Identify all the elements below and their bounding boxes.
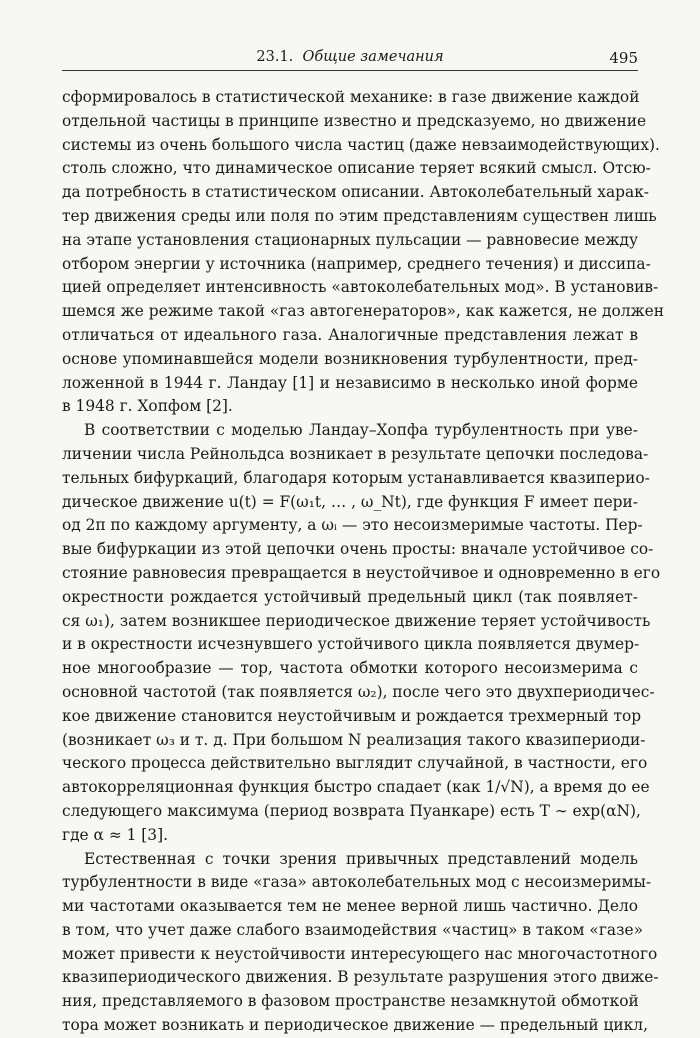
text-line: автокорреляционная функция быстро спадает (как 1/√N), а время до ее <box>62 778 650 797</box>
paragraph-3 <box>62 848 659 1038</box>
text-line: дическое движение u(t) = F(ω₁t, … , ω_Nt), где функция F имеет пери- <box>62 492 638 511</box>
text-line: столь сложно, что динамическое описание теряет всякий смысл. Отсю- <box>62 159 651 178</box>
page-body <box>62 86 665 1038</box>
text-line: в 1948 г. Хопфом [2]. <box>62 397 233 416</box>
text-line: квазипериодического движения. В результате разрушения этого движе- <box>62 968 659 987</box>
text-line: отбором энергии у источника (например, среднего течения) и диссипа- <box>62 254 651 273</box>
text-line: на этапе установления стационарных пульсации — равновесие между <box>62 230 639 249</box>
text-line: личении числа Рейнольдса возникает в результате цепочки последова- <box>62 444 649 463</box>
text-line: следующего максимума (период возврата Пуанкаре) есть T ∼ exp(αN), <box>62 801 641 820</box>
text-line: В соответствии с моделью Ландау–Хопфа турбулентность при уве- <box>84 421 638 440</box>
text-line: и в окрестности исчезнувшего устойчивого цикла появляется двумер- <box>62 635 640 654</box>
page-number: 495 <box>609 49 638 67</box>
text-line: окрестности рождается устойчивый предельный цикл (так появляет- <box>62 587 638 606</box>
text-line: вые бифуркации из этой цепочки очень просты: вначале устойчивое со- <box>62 540 654 559</box>
text-line: ми частотами оказывается тем не менее верной лишь частично. Дело <box>62 897 638 916</box>
text-line: цией определяет интенсивность «автоколебательных мод». В установив- <box>62 278 659 297</box>
text-line: тельных бифуркаций, благодаря которым устанавливается квазиперио- <box>62 468 650 487</box>
text-line: кое движение становится неустойчивым и рождается трехмерный тор <box>62 706 642 725</box>
text-line: ложенной в 1944 г. Ландау [1] и независимо в несколько иной форме <box>62 373 638 392</box>
text-line: (возникает ω₃ и т. д. При большом N реализация такого квазипериоди- <box>62 730 646 749</box>
text-line: сформировалось в статистической механике: в газе движение каждой <box>62 88 640 106</box>
text-line: ся ω₁), затем возникшее периодическое движение теряет устойчивость <box>62 611 651 630</box>
text-line: ческого процесса действительно выглядит случайной, в частности, его <box>62 754 648 773</box>
text-line: ное многообразие — тор, частота обмотки которого несоизмерима с <box>62 659 638 678</box>
running-header <box>62 46 638 70</box>
text-line: Естественная с точки зрения привычных представлений модель <box>84 849 638 868</box>
section-number: 23.1. <box>256 49 294 65</box>
text-line: отличаться от идеального газа. Аналогичные представления лежат в <box>62 325 638 344</box>
text-line: шемся же режиме такой «газ автогенераторов», как кажется, не должен <box>62 302 665 321</box>
paragraph-1 <box>62 86 665 419</box>
text-line: стояние равновесия превращается в неустойчивое и одновременно в его <box>62 563 661 582</box>
text-line: основе упоминавшейся модели возникновения турбулентности, пред- <box>62 349 638 368</box>
text-line: тора может возникать и периодическое движение — предельный цикл, <box>62 1016 648 1035</box>
text-line: тер движения среды или поля по этим представлениям существен лишь <box>62 206 657 225</box>
text-line: турбулентности в виде «газа» автоколебательных мод с несоизмеримы- <box>62 873 652 892</box>
text-line: ния, представляемого в фазовом пространстве незамкнутой обмоткой <box>62 992 639 1011</box>
text-line: в том, что учет даже слабого взаимодействия «частиц» в таком «газе» <box>62 920 643 939</box>
paragraph-2 <box>62 419 661 847</box>
header-rule <box>62 70 638 71</box>
text-line: од 2π по каждому аргументу, а ωᵢ — это несоизмеримые частоты. Пер- <box>62 516 643 535</box>
text-line: системы из очень большого числа частиц (даже невзаимодействующих). <box>62 135 660 154</box>
section-title: Общие замечания <box>302 49 444 65</box>
text-line: да потребность в статистическом описании. Автоколебательный харак- <box>62 183 650 202</box>
text-line: основной частотой (так появляется ω₂), после чего это двухпериодичес- <box>62 682 655 701</box>
text-line: отдельной частицы в принципе известно и предсказуемо, но движение <box>62 111 647 130</box>
text-line: может привести к неустойчивости интересующего нас многочастотного <box>62 944 658 963</box>
section-heading <box>62 49 638 65</box>
text-line: где α ≈ 1 [3]. <box>62 825 168 844</box>
